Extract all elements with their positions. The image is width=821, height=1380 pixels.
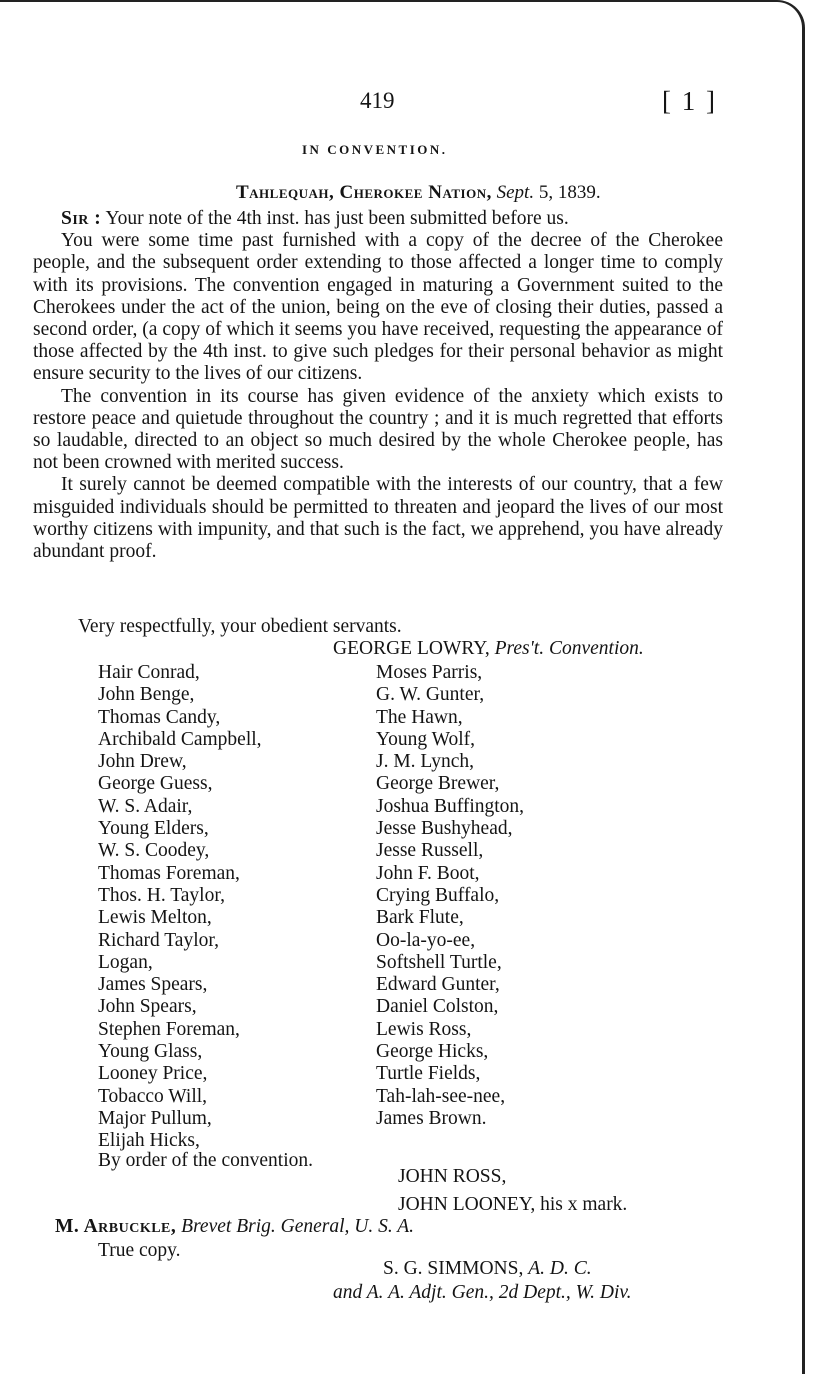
signer-name: G. W. Gunter, bbox=[376, 684, 485, 706]
president-signature bbox=[333, 638, 644, 660]
signer-name: John Spears, bbox=[98, 996, 197, 1018]
signer-name: Oo-la-yo-ee, bbox=[376, 929, 476, 951]
signer-name: George Guess, bbox=[98, 773, 213, 795]
page-number: 419 bbox=[360, 88, 395, 113]
signer-name: Edward Gunter, bbox=[376, 974, 500, 996]
signer-name: John Drew, bbox=[98, 751, 187, 773]
signer-name: Young Elders, bbox=[98, 818, 209, 840]
paragraph-2: You were some time past furnished with a copy of the decree of the Cherokee people, and the subsequent order extending to those affected a longer time to comply with its provisions. The convention engaged in maturing a Government suited to the Cherokees under the act of the union, being on the eve of closing their duties, passed a second order, (a copy of which it seems you have received, requesting the appearance of those affected by the 4th inst. to give such pledges for their personal behavior as might ensure security to the lives of our citizens. bbox=[33, 230, 723, 385]
simmons-rank: A. D. C. bbox=[528, 1258, 592, 1279]
section-heading: IN CONVENTION. bbox=[302, 142, 448, 157]
signer-name: Young Wolf, bbox=[376, 728, 476, 750]
signer-name: Richard Taylor, bbox=[98, 929, 219, 951]
signer-name: Hair Conrad, bbox=[98, 662, 200, 683]
true-copy-line: True copy. bbox=[98, 1240, 181, 1261]
looney-name: JOHN LOONEY, bbox=[398, 1194, 536, 1215]
signer-name: James Spears, bbox=[98, 974, 208, 996]
signer-name: Logan, bbox=[98, 951, 153, 973]
signer-name: James Brown. bbox=[376, 1107, 487, 1129]
dateline-month: Sept. bbox=[496, 182, 535, 203]
signer-name: Jesse Russell, bbox=[376, 840, 484, 862]
salutation: Sir : bbox=[61, 208, 102, 229]
signer-name: Archibald Campbell, bbox=[98, 728, 262, 750]
signature-john-looney bbox=[398, 1194, 627, 1216]
signer-name: Crying Buffalo, bbox=[376, 884, 500, 906]
signature-john-ross: JOHN ROSS, bbox=[398, 1166, 507, 1187]
closing-line: Very respectfully, your obedient servants. bbox=[78, 616, 402, 637]
paragraph-1: Sir : Your note of the 4th inst. has just been submitted before us. bbox=[61, 208, 569, 229]
signer-name: Lewis Melton, bbox=[98, 907, 212, 929]
president-name: GEORGE LOWRY, bbox=[333, 638, 490, 659]
signer-name: Bark Flute, bbox=[376, 907, 464, 929]
looney-mark: his x mark. bbox=[540, 1194, 628, 1215]
signer-name: Softshell Turtle, bbox=[376, 951, 502, 973]
signer-name: Elijah Hicks, bbox=[98, 1130, 200, 1152]
by-order-line: By order of the convention. bbox=[98, 1150, 313, 1171]
document-number: [ 1 ] bbox=[662, 86, 717, 116]
signer-name: John F. Boot, bbox=[376, 862, 480, 884]
simmons-title: and A. A. Adjt. Gen., 2d Dept., W. Div. bbox=[333, 1282, 632, 1303]
letter-body bbox=[33, 208, 723, 563]
signer-name: Lewis Ross, bbox=[376, 1018, 472, 1040]
signer-name: Looney Price, bbox=[98, 1063, 208, 1085]
signer-name: Joshua Buffington, bbox=[376, 795, 525, 817]
signer-name: The Hawn, bbox=[376, 706, 463, 728]
dateline bbox=[236, 182, 601, 204]
signer-name: Moses Parris, bbox=[376, 662, 483, 683]
signer-name: Turtle Fields, bbox=[376, 1063, 481, 1085]
paragraph-3: The convention in its course has given evidence of the anxiety which exists to restore peace and quietude throughout the country ; and it is much regretted that efforts so laudable, directed to an object so much desired by the whole Cherokee people, has not been crowned with merited success. bbox=[33, 385, 723, 474]
dateline-place: Tahlequah, Cherokee Nation, bbox=[236, 182, 492, 203]
signer-name: Thos. H. Taylor, bbox=[98, 884, 225, 906]
signers-right-column bbox=[376, 662, 524, 1130]
signer-name: Stephen Foreman, bbox=[98, 1018, 240, 1040]
simmons-name: S. G. SIMMONS, bbox=[383, 1258, 524, 1279]
signer-name: Major Pullum, bbox=[98, 1107, 212, 1129]
signer-name: Young Glass, bbox=[98, 1041, 203, 1063]
signer-name: J. M. Lynch, bbox=[376, 751, 475, 773]
signer-name: W. S. Adair, bbox=[98, 795, 193, 817]
signer-name: Tah-lah-see-nee, bbox=[376, 1085, 506, 1107]
signer-name: George Brewer, bbox=[376, 773, 500, 795]
signer-name: W. S. Coodey, bbox=[98, 840, 210, 862]
paragraph-4: It surely cannot be deemed compatible with the interests of our country, that a few misguided individuals should be permitted to threaten and jeopard the lives of our most worthy citizens with impunity, and that such is the fact, we apprehend, you have already abundant proof. bbox=[33, 474, 723, 563]
signer-name: Jesse Bushyhead, bbox=[376, 818, 513, 840]
dateline-day-year: 5, 1839. bbox=[538, 182, 601, 203]
signer-name: Thomas Foreman, bbox=[98, 862, 240, 884]
signer-name: John Benge, bbox=[98, 684, 195, 706]
arbuckle-name: M. Arbuckle, bbox=[55, 1216, 177, 1237]
arbuckle-title: Brevet Brig. General, U. S. A. bbox=[181, 1216, 415, 1237]
signer-name: Daniel Colston, bbox=[376, 996, 499, 1018]
simmons-signature bbox=[383, 1258, 592, 1280]
signer-name: Thomas Candy, bbox=[98, 706, 221, 728]
arbuckle-line bbox=[55, 1216, 414, 1238]
president-title: Pres't. Convention. bbox=[494, 638, 644, 659]
simmons-title-line bbox=[333, 1282, 631, 1304]
signer-name: George Hicks, bbox=[376, 1041, 489, 1063]
signers-left-column bbox=[98, 662, 262, 1153]
signer-name: Tobacco Will, bbox=[98, 1085, 208, 1107]
